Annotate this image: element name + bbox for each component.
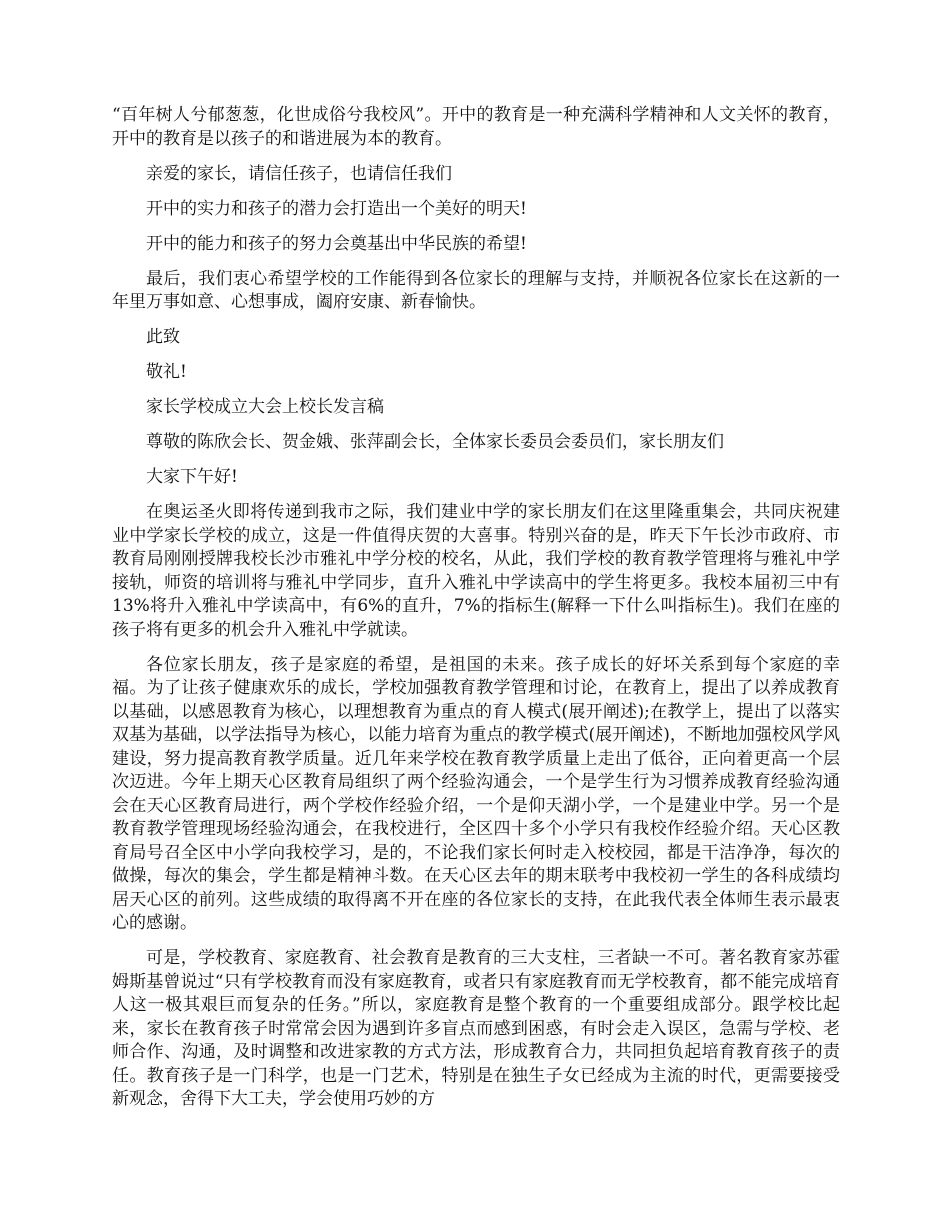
paragraph-salutation: 此致 xyxy=(146,327,180,347)
paragraph-parents-friends: 各位家长朋友，孩子是家庭的希望，是祖国的未来。孩子成长的好坏关系到每个家庭的幸福。为了让孩子健康欢乐的成长，学校加强教育教学管理和讨论，在教育上，提出了以养成教育以基础，以感恩教育为核心，以理想教育为重点的育人模式(展开阐述);在教学上，提出了以落实双基为基础，以学法指导为核心，以能力培育为重点的教学模式(展开阐述)，不断地加强校风学风建设，努力提高教育教学质量。近几年来学校在教育教学质量上走出了低谷，正向着更高一个层次迈进。今年上期天心区教育局组织了两个经验沟通会，一个是学生行为习惯养成教育经验沟通会在天心区教育局进行，两个学校作经验介绍，一个是仰天湖小学，一个是建业中学。另一个是教育教学管理现场经验沟通会，在我校进行，全区四十多个小学只有我校作经验介绍。天心区教育局号召全区中小学向我校学习，是的，不论我们家长何时走入校校园，都是干洁净净，每次的做操，每次的集会，学生都是精神斗数。在天心区去年的期末联考中我校初一学生的各科成绩均居天心区的前列。这些成绩的取得离不开在座的各位家长的支持，在此我代表全体师生表示最衷心的感谢。 xyxy=(112,654,840,933)
paragraph-three-pillars: 可是，学校教育、家庭教育、社会教育是教育的三大支柱，三者缺一不可。著名教育家苏霍姆斯基曾说过“只有学校教育而没有家庭教育，或者只有家庭教育而无学校教育，都不能完成培育人这一极其艰巨而复杂的任务。”所以，家庭教育是整个教育的一个重要组成部分。跟学校比起来，家长在教育孩子时常常会因为遇到许多盲点而感到困惑，有时会走入误区，急需与学校、老师合作、沟通，及时调整和改进家教的方式方法，形成教育合力，共同担负起培育教育孩子的责任。教育孩子是一门科学，也是一门艺术，特别是在独生子女已经成为主流的时代，更需要接受新观念，舍得下大工夫，学会使用巧妙的方 xyxy=(112,948,840,1109)
paragraph-regards: 敬礼! xyxy=(146,362,187,382)
speech-greeting: 大家下午好! xyxy=(146,467,238,487)
paragraph-closing-wishes: 最后，我们衷心希望学校的工作能得到各位家长的理解与支持，并顺祝各位家长在这新的一年里万事如意、心想事成，阖府安康、新春愉快。 xyxy=(112,268,840,312)
paragraph-ability: 开中的能力和孩子的努力会奠基出中华民族的希望! xyxy=(146,233,527,254)
speech-title: 家长学校成立大会上校长发言稿 xyxy=(146,397,384,417)
document-body xyxy=(112,104,840,1123)
paragraph-trust: 亲爱的家长，请信任孩子，也请信任我们 xyxy=(146,163,452,184)
paragraph-olympic-torch: 在奥运圣火即将传递到我市之际，我们建业中学的家长朋友们在这里隆重集会，共同庆祝建业中学家长学校的成立，这是一件值得庆贺的大喜事。特别兴奋的是，昨天下午长沙市政府、市教育局刚刚授牌我校长沙市雅礼中学分校的校名，从此，我们学校的教育教学管理将与雅礼中学接轨，师资的培训将与雅礼中学同步，直升入雅礼中学读高中的学生将更多。我校本届初三中有13%将升入雅礼中学读高中，有6%的直升，7%的指标生(解释一下什么叫指标生)。我们在座的孩子将有更多的机会升入雅礼中学就读。 xyxy=(112,502,840,640)
speech-addressees: 尊敬的陈欣会长、贺金娥、张萍副会长，全体家长委员会委员们，家长朋友们 xyxy=(146,432,724,452)
paragraph-school-motto: “百年树人兮郁葱葱，化世成俗兮我校风”。开中的教育是一种充满科学精神和人文关怀的教育，开中的教育是以孩子的和谐进展为本的教育。 xyxy=(112,105,840,149)
paragraph-strength: 开中的实力和孩子的潜力会打造出一个美好的明天! xyxy=(146,198,527,219)
